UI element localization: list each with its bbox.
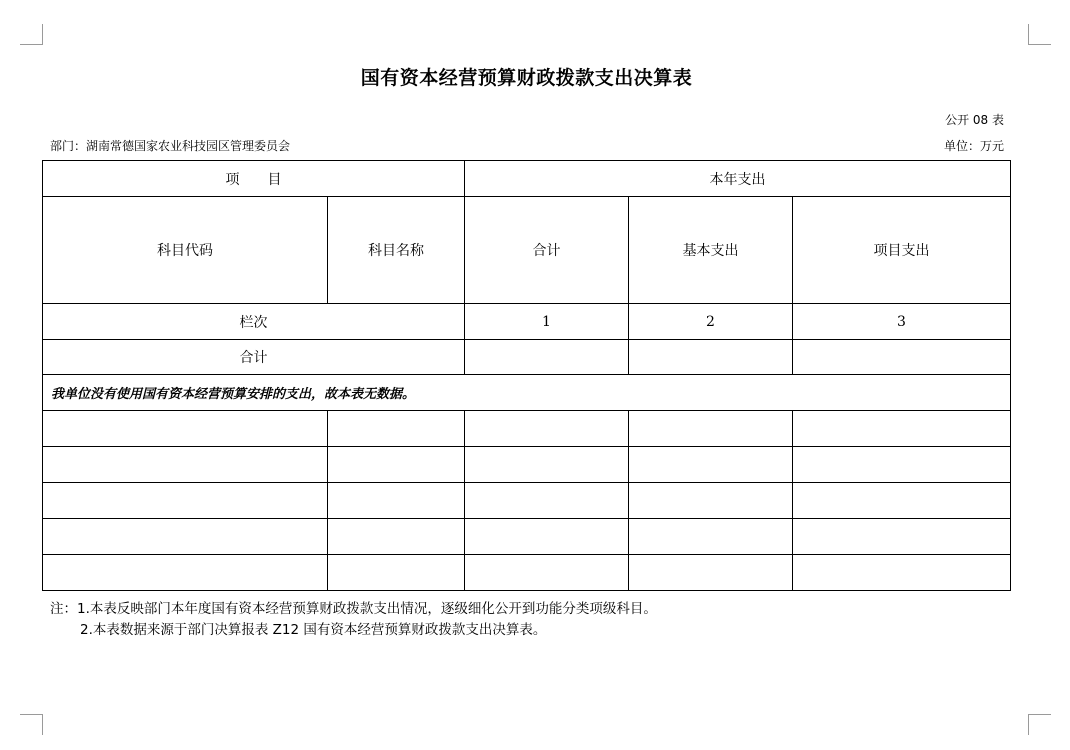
- total-basic-cell: [629, 340, 793, 375]
- department-label: 部门：: [50, 139, 87, 153]
- table-cell: [629, 411, 793, 447]
- expenditure-table: [42, 160, 1011, 591]
- form-number: 公开 08 表: [945, 113, 1004, 127]
- table-cell: [328, 411, 465, 447]
- table-cell: [328, 555, 465, 591]
- no-data-row: [43, 375, 1011, 411]
- department-line: [50, 137, 290, 154]
- column-number-3: 3: [793, 304, 1011, 340]
- col-header-total: 合计: [465, 197, 629, 304]
- crop-mark-top-right: [1028, 24, 1051, 45]
- table-cell: [465, 447, 629, 483]
- table-cell: [465, 519, 629, 555]
- table-cell: [793, 555, 1011, 591]
- unit-label: 单位：万元: [943, 139, 1004, 153]
- table-cell: [629, 447, 793, 483]
- table-cell: [43, 483, 328, 519]
- header-item: 项 目: [43, 161, 465, 197]
- total-row: [43, 340, 1011, 375]
- footnote-2: 2.本表数据来源于部门决算报表 Z12 国有资本经营预算财政拨款支出决算表。: [80, 622, 547, 638]
- no-data-note: 我单位没有使用国有资本经营预算安排的支出，故本表无数据。: [43, 375, 1011, 411]
- table-cell: [793, 411, 1011, 447]
- table-cell: [43, 519, 328, 555]
- table-cell: [43, 447, 328, 483]
- table-cell: [43, 411, 328, 447]
- total-label: 合计: [43, 340, 465, 375]
- footnotes: [50, 599, 657, 641]
- table-cell: [465, 411, 629, 447]
- table-row: [43, 519, 1011, 555]
- table-cell: [328, 447, 465, 483]
- footnote-1: 注：1.本表反映部门本年度国有资本经营预算财政拨款支出情况，逐级细化公开到功能分类项级科目。: [50, 601, 657, 617]
- table-row: [43, 447, 1011, 483]
- table-cell: [43, 555, 328, 591]
- table-cell: [793, 447, 1011, 483]
- header-row-2: [43, 197, 1011, 304]
- col-header-name: 科目名称: [328, 197, 465, 304]
- column-number-1: 1: [465, 304, 629, 340]
- column-number-label: 栏次: [43, 304, 465, 340]
- column-number-2: 2: [629, 304, 793, 340]
- table-cell: [465, 555, 629, 591]
- table-cell: [629, 555, 793, 591]
- table-row: [43, 483, 1011, 519]
- table-cell: [328, 519, 465, 555]
- col-header-project: 项目支出: [793, 197, 1011, 304]
- header-current-year: 本年支出: [465, 161, 1011, 197]
- page-title: 国有资本经营预算财政拨款支出决算表: [360, 67, 693, 89]
- table-row: [43, 555, 1011, 591]
- table-row: [43, 411, 1011, 447]
- table-cell: [465, 483, 629, 519]
- crop-mark-top-left: [20, 24, 43, 45]
- total-cell: [465, 340, 629, 375]
- col-header-code: 科目代码: [43, 197, 328, 304]
- crop-mark-bottom-right: [1028, 714, 1051, 735]
- table-cell: [328, 483, 465, 519]
- col-header-basic: 基本支出: [629, 197, 793, 304]
- crop-mark-bottom-left: [20, 714, 43, 735]
- table-cell: [793, 483, 1011, 519]
- department-name: 湖南常德国家农业科技园区管理委员会: [86, 139, 291, 153]
- table-cell: [629, 483, 793, 519]
- total-project-cell: [793, 340, 1011, 375]
- table-cell: [793, 519, 1011, 555]
- column-number-row: [43, 304, 1011, 340]
- header-row-1: [43, 161, 1011, 197]
- table-cell: [629, 519, 793, 555]
